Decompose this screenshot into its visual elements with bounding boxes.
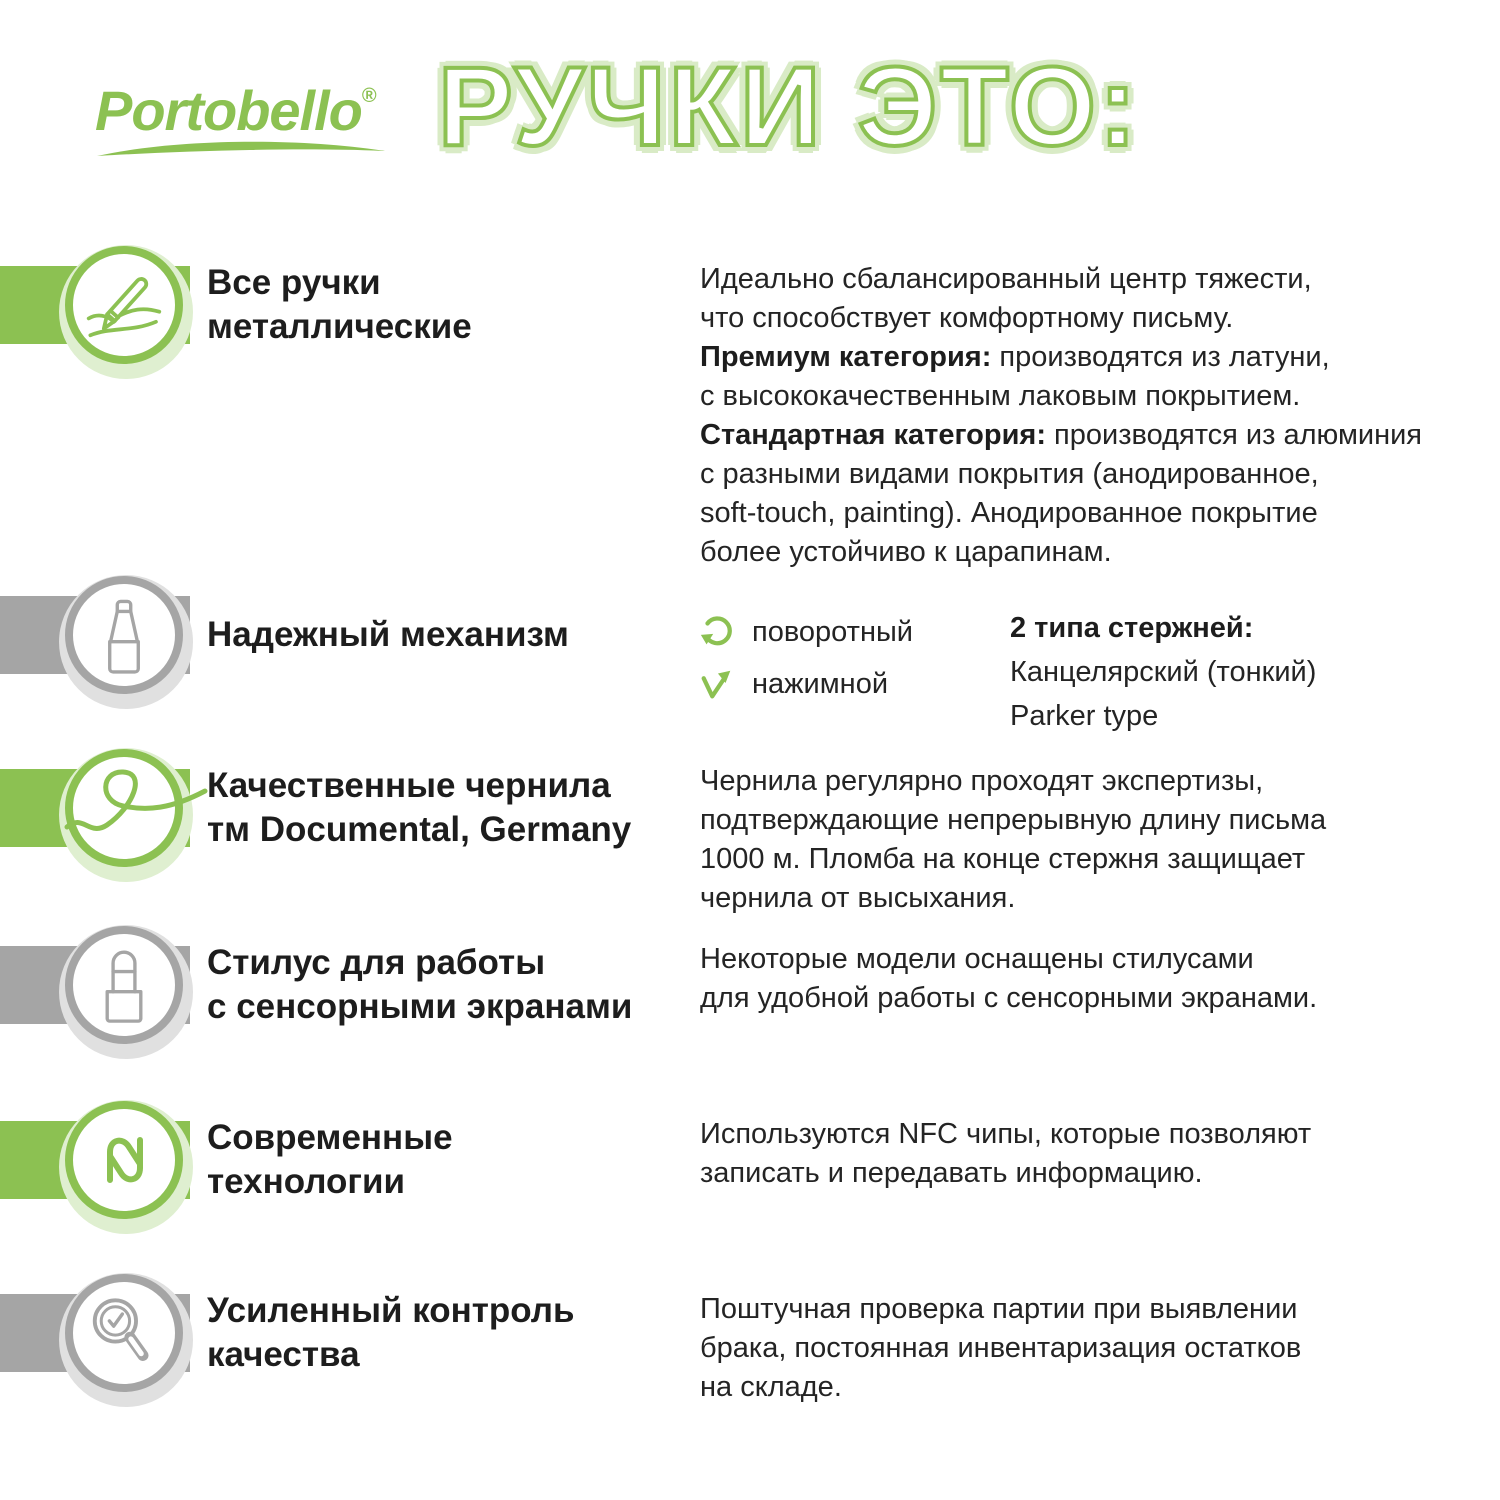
feature-heading: [207, 920, 632, 1050]
text-line: Стандартная категория: производятся из алюминия: [700, 419, 1423, 451]
mechanism-item: [698, 660, 913, 708]
stylus-icon: [82, 943, 166, 1027]
text-line: Поштучная проверка партии при выявлении: [700, 1293, 1298, 1325]
feature-description: [700, 762, 1326, 918]
portobello-logo-text: [95, 66, 395, 141]
pen-tip-icon: [82, 593, 166, 677]
text-line: Некоторые модели оснащены стилусами: [700, 943, 1254, 975]
feature-heading: [207, 570, 569, 700]
text-line: Современные: [207, 1118, 453, 1157]
feature-heading: [207, 743, 631, 873]
text-line: чернила от высыхания.: [700, 882, 1016, 914]
feature-heading: [207, 1268, 575, 1398]
text-line: Все ручки: [207, 263, 381, 302]
icon-circle: [65, 1274, 183, 1392]
text-line: подтверждающие непрерывную длину письма: [700, 804, 1327, 836]
text-line: что способствует комфортному письму.: [700, 302, 1234, 334]
text-line: тм Documental, Germany: [207, 810, 632, 849]
mechanism-label: поворотный: [752, 615, 914, 648]
portobello-logo: [95, 66, 395, 141]
text-line: Надежный механизм: [207, 615, 569, 654]
ink-scribble-icon: [55, 765, 215, 855]
refill-types: [1010, 606, 1316, 738]
hand-writing-pen-icon: [82, 263, 166, 347]
icon-circle: [65, 246, 183, 364]
icon-circle: [65, 926, 183, 1044]
text-line: 1000 м. Пломба на конце стержня защищает: [700, 843, 1306, 875]
magnifier-check-icon: [81, 1290, 167, 1376]
text-line: для удобной работы с сенсорными экранами.: [700, 982, 1318, 1014]
page-title: РУЧКИ ЭТО:: [438, 44, 1140, 169]
logo-swoosh-icon: [95, 138, 387, 162]
text-line: Качественные чернила: [207, 766, 611, 805]
text-line: записать и передавать информацию.: [700, 1157, 1203, 1189]
text-line: технологии: [207, 1162, 406, 1201]
registered-mark: ®: [361, 85, 376, 107]
rotate-arrow-icon: [698, 613, 736, 651]
feature-description: [700, 260, 1422, 572]
mechanism-item: [698, 608, 913, 656]
text-line: Используются NFC чипы, которые позволяют: [700, 1118, 1312, 1150]
text-line: Премиум категория: производятся из латуни,: [700, 341, 1330, 373]
text-line: Чернила регулярно проходят экспертизы,: [700, 765, 1264, 797]
feature-heading: [207, 1095, 453, 1225]
press-arrow-icon: [698, 665, 736, 703]
text-line: 2 типа стержней:: [1010, 612, 1254, 644]
text-line: с высококачественным лаковым покрытием.: [700, 380, 1301, 412]
text-line: металлические: [207, 307, 472, 346]
mechanism-label: нажимной: [752, 667, 889, 700]
text-line: на складе.: [700, 1371, 842, 1403]
text-line: с сенсорными экранами: [207, 987, 633, 1026]
text-line: Канцелярский (тонкий): [1010, 656, 1317, 688]
feature-heading: [207, 240, 472, 370]
icon-circle: [65, 1101, 183, 1219]
feature-description: [700, 940, 1317, 1018]
text-line: Parker type: [1010, 700, 1159, 732]
feature-description: [700, 1115, 1311, 1193]
text-line: Стилус для работы: [207, 943, 546, 982]
feature-description: [700, 1290, 1301, 1407]
text-line: soft-touch, painting). Анодированное покрытие: [700, 497, 1318, 529]
text-line: качества: [207, 1335, 360, 1374]
text-line: с разными видами покрытия (анодированное,: [700, 458, 1319, 490]
nfc-icon: [84, 1120, 164, 1200]
text-line: Идеально сбалансированный центр тяжести,: [700, 263, 1312, 295]
logo-word: Portobello: [95, 79, 362, 142]
mechanism-list: [698, 608, 913, 708]
text-line: Усиленный контроль: [207, 1291, 575, 1330]
text-line: брака, постоянная инвентаризация остатков: [700, 1332, 1302, 1364]
text-line: более устойчиво к царапинам.: [700, 536, 1112, 568]
icon-circle: [65, 576, 183, 694]
